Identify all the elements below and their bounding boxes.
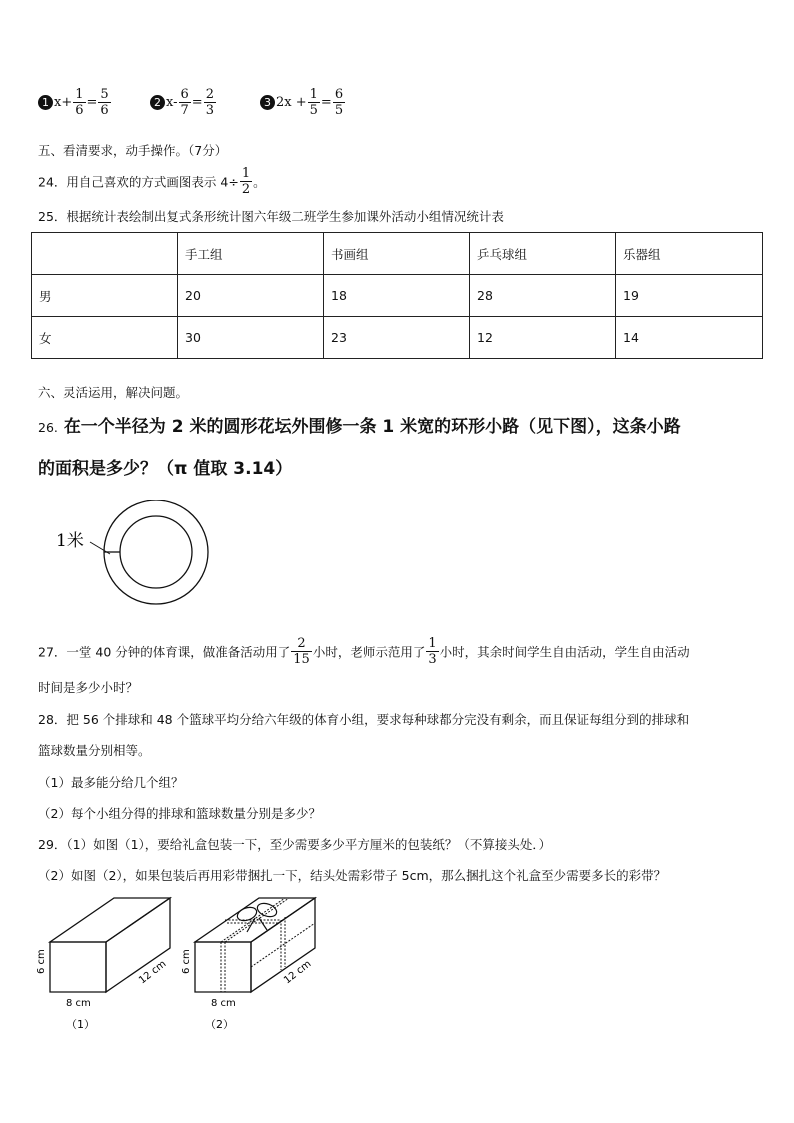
box1-height-label: 6 cm: [36, 949, 47, 974]
table-cell: 14: [616, 317, 763, 359]
equation-lhs: x-: [166, 95, 178, 110]
equation-lhs: x+: [54, 95, 73, 110]
fraction: $\frac{6}{5}$: [334, 87, 344, 118]
ribbon: [221, 898, 315, 992]
table-cell: 23: [324, 317, 470, 359]
table-header-cell: 手工组: [178, 233, 324, 275]
box2-width-label: 8 cm: [211, 998, 236, 1009]
question-24: 24．用自己喜欢的方式画图表示 4÷ $\frac{1}{2}$ 。: [38, 166, 266, 197]
table-header-cell: [32, 233, 178, 275]
circled-number-3: 3: [260, 95, 275, 110]
equation-3: 3 2x + $\frac{1}{5}$ = $\frac{6}{5}$: [260, 87, 346, 118]
box-figure-2: [175, 892, 335, 1037]
box2-depth-label: 12 cm: [282, 958, 314, 987]
section-6-heading: 六、灵活运用，解决问题。: [38, 385, 189, 400]
table-cell: 28: [470, 275, 616, 317]
table-row: [32, 317, 763, 359]
ring-width-label: 1米: [56, 531, 84, 551]
table-cell: 18: [324, 275, 470, 317]
table-header-cell: 乒乓球组: [470, 233, 616, 275]
question-25: 25．根据统计表绘制出复式条形统计图六年级二班学生参加课外活动小组情况统计表: [38, 209, 504, 224]
equation-lhs: 2x +: [276, 95, 307, 110]
section-5-heading: 五、看清要求，动手操作。（7分）: [38, 143, 228, 158]
question-28-line-1: 28．把 56 个排球和 48 个篮球平均分给六年级的体育小组，要求每种球都分完没有剩余，而且保证每组分到的排球和: [38, 712, 690, 727]
table-cell: 12: [470, 317, 616, 359]
box1-depth-label: 12 cm: [137, 958, 169, 987]
box1-caption: （1）: [66, 1018, 95, 1031]
stats-table: [31, 232, 763, 359]
question-27-line-1: 27．一堂 40 分钟的体育课，做准备活动用了 $\frac{2}{15}$ 小时，老师示范用了 $\frac{1}{3}$ 小时，其余时间学生自由活动，学生自由活动: [38, 636, 690, 667]
box2-caption: （2）: [205, 1018, 234, 1031]
table-header-cell: 乐器组: [616, 233, 763, 275]
question-28-sub-2: （2）每个小组分得的排球和篮球数量分别是多少？: [38, 806, 321, 821]
question-29-line-1: 29．（1）如图（1），要给礼盒包装一下，至少需要多少平方厘米的包装纸？（不算接头处．）: [38, 837, 552, 852]
question-24-text: 24．用自己喜欢的方式画图表示 4÷: [38, 174, 239, 190]
fraction: $\frac{6}{7}$: [180, 87, 189, 118]
question-29-line-2: （2）如图（2），如果包装后再用彩带捆扎一下，结头处需彩带子 5cm，那么捆扎这个礼盒至少需要多长的彩带？: [38, 868, 667, 883]
fraction: $\frac{2}{3}$: [205, 87, 214, 118]
box-figure-1: [30, 892, 190, 1037]
fraction: $\frac{2}{15}$: [293, 636, 310, 667]
fraction: $\frac{5}{6}$: [100, 87, 109, 118]
fraction: $\frac{1}{5}$: [309, 87, 318, 118]
question-26-line-1: 26. 在一个半径为 2 米的圆形花坛外围修一条 1 米宽的环形小路（见下图），这条小路: [38, 417, 681, 437]
table-cell: 19: [616, 275, 763, 317]
equation-2: 2 x- $\frac{6}{7}$ = $\frac{2}{3}$: [150, 87, 217, 118]
table-header-row: [32, 233, 763, 275]
table-cell: 20: [178, 275, 324, 317]
table-cell: 男: [32, 275, 178, 317]
table-header-cell: 书画组: [324, 233, 470, 275]
box1-width-label: 8 cm: [66, 998, 91, 1009]
table-row: [32, 275, 763, 317]
circled-number-2: 2: [150, 95, 165, 110]
question-28-line-2: 篮球数量分别相等。: [38, 743, 151, 758]
fraction: $\frac{1}{3}$: [428, 636, 437, 667]
table-cell: 女: [32, 317, 178, 359]
equation-1: 1 x+ $\frac{1}{6}$ = $\frac{5}{6}$: [38, 87, 112, 118]
table-cell: 30: [178, 317, 324, 359]
fraction: $\frac{1}{6}$: [75, 87, 84, 118]
circled-number-1: 1: [38, 95, 53, 110]
fraction: $\frac{1}{2}$: [241, 166, 251, 197]
question-27-line-2: 时间是多少小时？: [38, 680, 139, 695]
ring-path-figure: [50, 500, 220, 610]
question-26-line-2: 的面积是多少？（π 值取 3.14）: [38, 459, 293, 479]
box2-height-label: 6 cm: [181, 949, 192, 974]
question-28-sub-1: （1）最多能分给几个组？: [38, 775, 184, 790]
